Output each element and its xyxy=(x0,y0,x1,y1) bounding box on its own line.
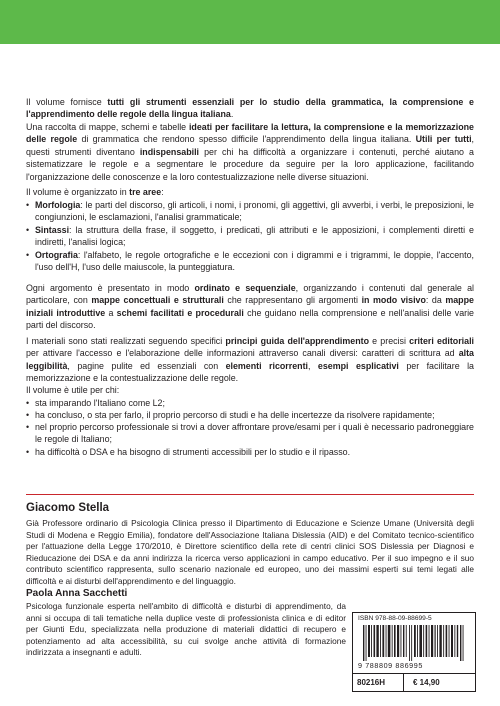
useful-lead: Il volume è utile per chi: xyxy=(26,385,120,395)
bullet-dot-icon: • xyxy=(26,250,30,260)
area-item-sintassi: • Sintassi: la struttura della frase, il soggetto, i predicati, gli attributi e le apposizioni, i complementi diretti e indiretti, l'analisi logica; xyxy=(26,225,474,248)
useful-item: • ha difficoltà o DSA e ha bisogno di strumenti accessibili per lo studio e il ripasso. xyxy=(26,447,351,457)
method-paragraph: Ogni argomento è presentato in modo ordinato e sequenziale, organizzando i contenuti dal generale al particolare, con mappe concettuali e strutturali che rappresentano gli argomenti in modo visivo: da mappe iniziali introduttive a schemi facilitati e procedurali che guidano nella comprensione e nell'analisi delle varie parti del discorso. xyxy=(26,283,474,331)
useful-item: • nel proprio percorso professionale si trovi a dover affrontare prove/esami per i quali è necessario padroneggiare le regole di Italiano; xyxy=(26,422,474,445)
useful-item: • ha concluso, o sta per farlo, il proprio percorso di studi e ha delle incertezze da risolvere rapidamente; xyxy=(26,410,435,420)
price-label: € 14,90 xyxy=(413,678,440,687)
areas-lead: Il volume è organizzato in tre aree: xyxy=(26,187,164,197)
author-1-name: Giacomo Stella xyxy=(26,502,110,514)
barcode-number: 9 788809 886995 xyxy=(358,661,423,670)
author-1-bio: Già Professore ordinario di Psicologia Clinica presso il Dipartimento di Educazione e Scienze Umane (Università degli Studi di Modena e Reggio Emilia), fondatore dell'Associazione Italiana Dislessia (AID) e del Comitato tecnico-scientifico per l'attuazione della Legge 170/2010, è Direttore scientifico della rete di centri clinici SOS Dislessia per Diagnosi e Rieducazione dei DSA e da anni indirizza la ricerca verso applicazioni in campo educativo. Per il suo impegno e il suo contributo scientifico rappresenta, sullo scenario nazionale ed europeo, uno dei massimi esperti sui temi legati alle difficoltà e ai disturbi dell'apprendimento e del linguaggio. xyxy=(26,518,474,586)
barcode-icon xyxy=(363,625,465,661)
cover-color-band xyxy=(0,0,500,44)
intro-paragraph-1: Il volume fornisce tutti gli strumenti essenziali per lo studio della grammatica, la comprensione e l'apprendimento delle regole della lingua italiana. xyxy=(26,97,474,120)
bullet-dot-icon: • xyxy=(26,398,30,408)
author-2-bio: Psicologa funzionale esperta nell'ambito di difficoltà e disturbi di apprendimento, da anni si occupa di tali tematiche nella duplice veste di professionista clinica e di editor per Giunti Edu, specializzata nella produzione di materiali didattici di recupero e potenziamento ad alta accessibilità, su cui svolge anche attività di formazione indirizzata a insegnanti e adulti. xyxy=(26,601,346,658)
area-item-ortografia: • Ortografia: l'alfabeto, le regole ortografiche e le eccezioni con i digrammi e i trigrammi, le doppie, l'accento, l'uso dell'H, l'uso delle maiuscole, la punteggiatura. xyxy=(26,250,474,273)
section-divider xyxy=(26,494,474,495)
useful-item: • sta imparando l'Italiano come L2; xyxy=(26,398,165,408)
materials-paragraph: I materiali sono stati realizzati seguendo specifici principi guida dell'apprendimento e precisi criteri editoriali per attivare l'accesso e l'elaborazione delle informazioni attraverso canali diversi: caratteri di scrittura ad alta leggibilità, pagine pulite ed essenziali con elementi ricorrenti, esempi esplicativi per facilitare la memorizzazione e la contestualizzazione delle regole. xyxy=(26,336,474,384)
bullet-dot-icon: • xyxy=(26,410,30,420)
barcode-box xyxy=(352,612,476,692)
intro-paragraph-2: Una raccolta di mappe, schemi e tabelle ideati per facilitare la lettura, la comprensione e la memorizzazione delle regole di grammatica che rendono spesso difficile l'apprendimento della lingua italiana. Utili per tutti, questi strumenti diventano indispensabili per chi ha difficoltà a organizzare i contenuti, perché aiutano a sistematizzare le regole e a segmentare le procedure da seguire per la loro applicazione, facilitando l'organizzazione delle conoscenze e la loro contestualizzazione nelle diverse situazioni. xyxy=(26,122,475,182)
bullet-dot-icon: • xyxy=(26,447,30,457)
price-separator xyxy=(403,674,404,692)
area-item-morfologia: • Morfologia: le parti del discorso, gli articoli, i nomi, i pronomi, gli aggettivi, gli avverbi, i verbi, le preposizioni, le congiunzioni, le esclamazioni, l'analisi grammaticale; xyxy=(26,200,474,223)
bullet-dot-icon: • xyxy=(26,422,30,432)
author-2-name: Paola Anna Sacchetti xyxy=(26,588,128,599)
bullet-dot-icon: • xyxy=(26,225,30,235)
product-code: 80216H xyxy=(357,678,386,687)
price-row xyxy=(353,673,475,692)
bullet-dot-icon: • xyxy=(26,200,30,210)
isbn-text: ISBN 978-88-09-88699-5 xyxy=(358,615,432,622)
